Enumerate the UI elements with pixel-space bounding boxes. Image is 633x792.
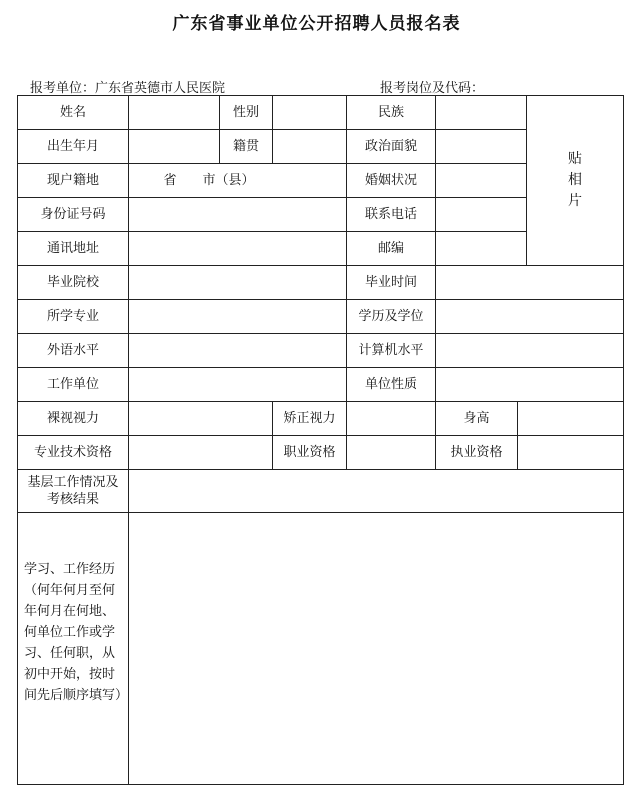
photo-char: 贴 [568, 151, 582, 167]
label-employer-type: 单位性质 [364, 376, 417, 392]
label-computer: 计算机水平 [358, 342, 424, 358]
form-title: 广东省事业单位公开招聘人员报名表 [172, 14, 461, 34]
label-foreign-language: 外语水平 [46, 342, 99, 358]
label-residence: 现户籍地 [46, 172, 99, 188]
label-address: 通讯地址 [46, 240, 99, 256]
label-height: 身高 [463, 410, 490, 426]
photo-placeholder [527, 96, 623, 265]
label-birth: 出生年月 [46, 138, 99, 154]
label-corrected-vision: 矫正视力 [283, 410, 336, 426]
label-naked-vision: 裸视视力 [46, 410, 99, 426]
label-tech-qualification: 专业技术资格 [33, 445, 112, 460]
label-degree: 学历及学位 [358, 308, 424, 324]
label-ethnicity: 民族 [377, 104, 404, 120]
label-employer: 工作单位 [46, 376, 99, 392]
label-native-place: 籍贯 [232, 138, 259, 154]
residence-value: 省 市（县） [163, 172, 255, 188]
apply-unit-value: 广东省英德市人民医院 [95, 81, 226, 96]
apply-position-label: 报考岗位及代码： [380, 81, 485, 96]
label-experience: 学习、工作经历（何年何月至何年何月在何地、何单位工作或学习、任何职，从初中开始，按时间先后顺序填写） [24, 562, 129, 703]
label-practice-qualification: 执业资格 [450, 444, 503, 460]
label-graduation-time: 毕业时间 [364, 274, 417, 290]
label-phone: 联系电话 [364, 206, 417, 222]
label-name: 姓名 [59, 104, 86, 120]
label-id-number: 身份证号码 [40, 206, 106, 222]
label-political-status: 政治面貌 [364, 138, 417, 154]
label-marital-status: 婚姻状况 [364, 172, 417, 188]
label-grassroots: 基层工作情况及考核结果 [27, 475, 119, 507]
label-postcode: 邮编 [377, 240, 404, 256]
label-professional-qualification: 职业资格 [283, 444, 336, 460]
label-major: 所学专业 [46, 308, 99, 324]
label-gender: 性别 [232, 104, 259, 120]
photo-char: 相 [568, 172, 582, 188]
label-school: 毕业院校 [46, 274, 99, 290]
apply-unit-label: 报考单位： [30, 81, 96, 96]
photo-char: 片 [568, 193, 582, 209]
